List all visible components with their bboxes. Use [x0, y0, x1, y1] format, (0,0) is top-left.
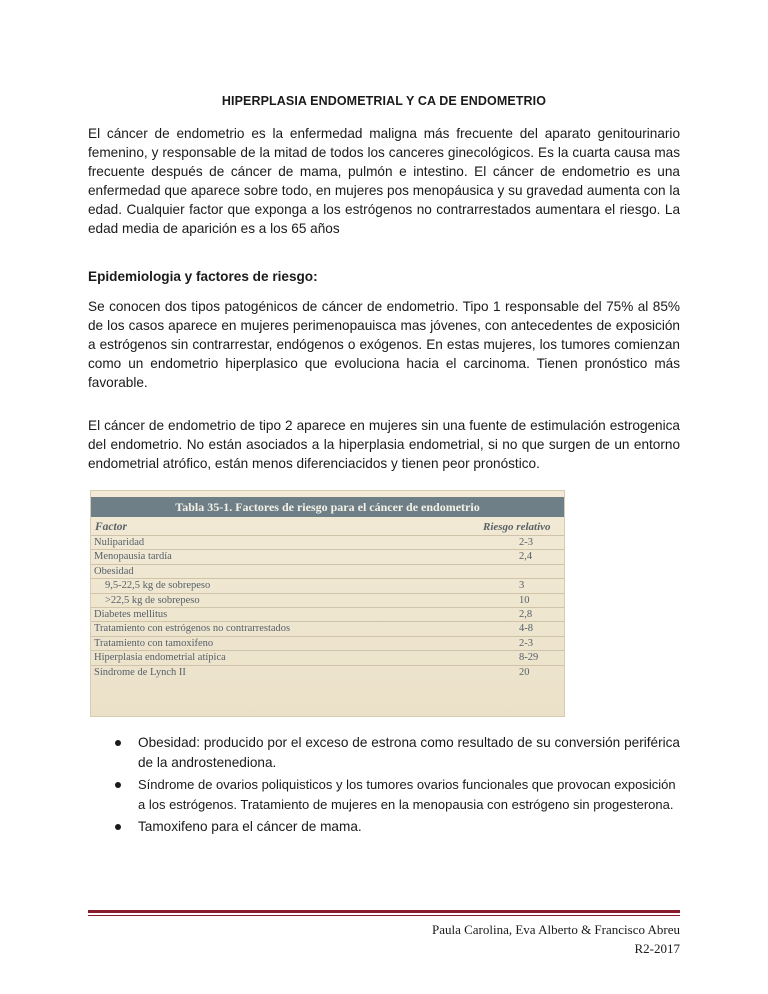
table-row [91, 621, 564, 635]
table-row [91, 665, 564, 679]
table-cell-risk: 3 [519, 580, 525, 592]
footer-rule-thin [88, 915, 680, 916]
table-cell-factor: Tratamiento con tamoxifeno [94, 637, 214, 649]
list-item-text: Síndrome de ovarios poliquisticos y los tumores ovarios funcionales que provocan exposición a los estrógenos. Tratamiento de mujeres en la menopausia con estrógeno sin progesterona. [138, 777, 676, 812]
list-item [88, 733, 680, 773]
table-row [91, 607, 564, 621]
table-cell-factor: Menopausia tardía [94, 551, 172, 563]
table-cell-risk: 10 [519, 594, 530, 606]
table-header-risk: Riesgo relativo [483, 521, 551, 533]
table-row [91, 564, 564, 578]
table-cell-factor: Hiperplasia endometrial atípica [94, 652, 226, 664]
list-item-text: Obesidad: producido por el exceso de estrona como resultado de su conversión periférica de la androstenediona. [138, 735, 680, 770]
bullet-icon [115, 782, 121, 788]
table-row [91, 549, 564, 563]
footer-rule [88, 910, 680, 913]
table-caption: Tabla 35-1. Factores de riesgo para el cáncer de endometrio [91, 497, 564, 517]
table-cell-factor: 9,5-22,5 kg de sobrepeso [105, 580, 211, 592]
section-heading: Epidemiologia y factores de riesgo: [88, 269, 318, 284]
table-header-factor: Factor [95, 521, 127, 533]
table-cell-risk: 2,4 [519, 551, 533, 563]
table-cell-risk: 20 [519, 666, 530, 678]
table-cell-factor: Tratamiento con estrógenos no contrarrestados [94, 623, 291, 635]
table-cell-risk: 8-29 [519, 652, 539, 664]
table-cell-risk: 2-3 [519, 637, 533, 649]
table-cell-risk: 2-3 [519, 537, 533, 548]
bullet-icon [115, 824, 121, 830]
footer-authors: Paula Carolina, Eva Alberto & Francisco Abreu [431, 922, 680, 937]
list-item [88, 775, 680, 815]
intro-paragraph: El cáncer de endometrio es la enfermedad maligna más frecuente del aparato genitourinario femenino, y responsable de la mitad de todos los canceres ginecológicos. Es la cuarta causa mas frecuente después de cáncer de mama, pulmón e intestino. El cáncer de endometrio es una enfermedad que aparece sobre todo, en mujeres pos menopáusica y su gravedad aumenta con la edad. Cualquier factor que exponga a los estrógenos no contrarrestados aumentara el riesgo. La edad media de aparición es a los 65 años [88, 126, 680, 236]
table-row [91, 535, 564, 549]
table-row [91, 593, 564, 607]
document-title: HIPERPLASIA ENDOMETRIAL Y CA DE ENDOMETRIO [221, 94, 547, 108]
table-cell-factor: Diabetes mellitus [94, 608, 168, 620]
table-body [91, 535, 564, 679]
table-row [91, 578, 564, 592]
risk-bullet-list [88, 733, 680, 839]
table-cell-factor: Síndrome de Lynch II [94, 666, 186, 678]
list-item-text: Tamoxifeno para el cáncer de mama. [138, 819, 362, 834]
footer-code: R2-2017 [634, 941, 680, 956]
risk-factor-table-image [90, 490, 565, 717]
table-cell-factor: Obesidad [94, 565, 134, 577]
paragraph-type1: Se conocen dos tipos patogénicos de cáncer de endometrio. Tipo 1 responsable del 75% al 85% de los casos aparece en mujeres perimenopauisca mas jóvenes, con antecedentes de exposición a estrógenos sin contrarrestar, endógenos o exógenos. En estas mujeres, los tumores comienzan como un endometrio hiperplasico que evoluciona hacia el carcinoma. Tienen pronóstico más favorable. [88, 299, 680, 390]
table-cell-risk: 2,8 [519, 608, 533, 620]
list-item [88, 817, 680, 837]
bullet-icon [115, 740, 121, 746]
table-cell-factor: >22,5 kg de sobrepeso [105, 594, 200, 606]
table-cell-factor: Nuliparidad [94, 537, 145, 548]
table-cell-risk: 4-8 [519, 623, 533, 635]
paragraph-type2: El cáncer de endometrio de tipo 2 aparece en mujeres sin una fuente de estimulación estrogenica del endometrio. No están asociados a la hiperplasia endometrial, si no que surgen de un entorno endometrial atrófico, están menos diferenciacidos y tienen peor pronóstico. [88, 418, 680, 471]
table-row [91, 650, 564, 664]
table-row [91, 636, 564, 650]
